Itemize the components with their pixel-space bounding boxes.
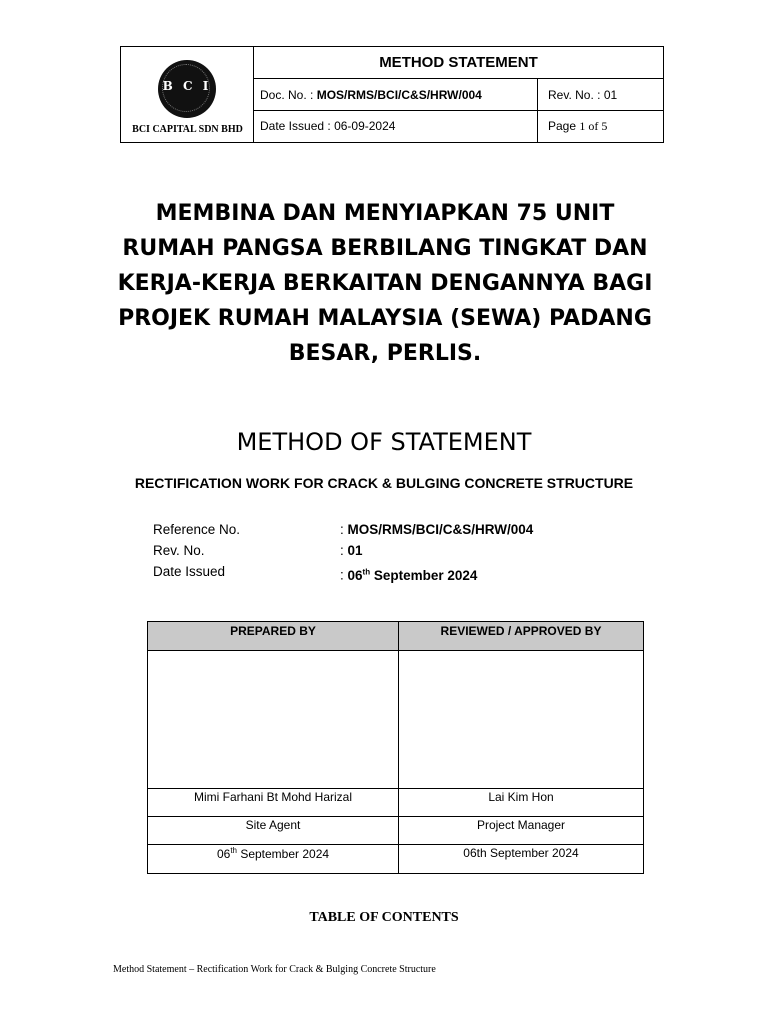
date-rest: September 2024 bbox=[370, 567, 478, 583]
page-value: 1 of 5 bbox=[579, 119, 608, 133]
rev-value-wrap: : 01 bbox=[340, 543, 363, 558]
date-label: Date Issued bbox=[153, 564, 226, 579]
date-issued-label: Date Issued : bbox=[260, 119, 331, 133]
prepared-date-suffix: th bbox=[230, 846, 237, 855]
rev-row bbox=[153, 540, 613, 561]
method-of-statement-title: METHOD OF STATEMENT bbox=[236, 428, 532, 456]
prepared-header: PREPARED BY bbox=[148, 622, 398, 651]
signature-table bbox=[147, 621, 644, 874]
document-header-table bbox=[120, 46, 664, 143]
prepared-name: Mimi Farhani Bt Mohd Harizal bbox=[148, 789, 398, 817]
page-footer: Method Statement – Rectification Work for Crack & Bulging Concrete Structure bbox=[113, 964, 436, 975]
reference-value: MOS/RMS/BCI/C&S/HRW/004 bbox=[347, 522, 534, 537]
page-label: Page bbox=[548, 119, 577, 133]
doc-no-label: Doc. No. : bbox=[260, 88, 314, 102]
doc-no-cell bbox=[254, 79, 538, 111]
rev-label: Rev. No. bbox=[153, 543, 205, 558]
company-name: BCI CAPITAL SDN BHD bbox=[132, 124, 243, 135]
prepared-date bbox=[148, 845, 398, 873]
company-logo bbox=[158, 60, 216, 118]
approved-name: Lai Kim Hon bbox=[399, 789, 643, 817]
approved-header: REVIEWED / APPROVED BY bbox=[399, 622, 643, 651]
approved-column bbox=[399, 622, 643, 873]
rev-no-value: 01 bbox=[603, 88, 618, 102]
reference-block bbox=[153, 519, 613, 582]
prepared-role: Site Agent bbox=[148, 817, 398, 845]
prepared-signature-area bbox=[148, 651, 398, 789]
date-value-wrap: : 06th September 2024 bbox=[340, 567, 478, 583]
date-row bbox=[153, 561, 613, 582]
doc-no-value: MOS/RMS/BCI/C&S/HRW/004 bbox=[316, 88, 482, 102]
reference-label: Reference No. bbox=[153, 522, 241, 537]
date-issued-cell bbox=[254, 111, 538, 142]
date-day: 06 bbox=[347, 567, 363, 583]
document-subtitle: RECTIFICATION WORK FOR CRACK & BULGING CONCRETE STRUCTURE bbox=[134, 475, 634, 491]
prepared-column bbox=[148, 622, 399, 873]
rev-no-label: Rev. No. : bbox=[548, 88, 601, 102]
prepared-date-rest: September 2024 bbox=[236, 847, 330, 861]
page-cell bbox=[538, 111, 663, 142]
rev-value: 01 bbox=[347, 543, 363, 558]
header-title: METHOD STATEMENT bbox=[254, 47, 663, 79]
logo-cell bbox=[121, 47, 254, 142]
approved-date: 06th September 2024 bbox=[463, 846, 579, 860]
table-of-contents-title: TABLE OF CONTENTS bbox=[309, 910, 459, 925]
date-suffix: th bbox=[362, 567, 371, 576]
date-issued-value: 06-09-2024 bbox=[334, 119, 396, 133]
approved-role: Project Manager bbox=[399, 817, 643, 845]
rev-no-cell bbox=[538, 79, 663, 111]
reference-row bbox=[153, 519, 613, 540]
logo-text: B C I bbox=[162, 79, 212, 93]
approved-signature-area bbox=[399, 651, 643, 789]
project-title: MEMBINA DAN MENYIAPKAN 75 UNIT RUMAH PANGSA BERBILANG TINGKAT DAN KERJA-KERJA BERKAITAN DENGANNYA BAGI PROJEK RUMAH MALAYSIA (SEWA) PADANG BESAR, PERLIS. bbox=[117, 201, 653, 366]
reference-value-wrap: : MOS/RMS/BCI/C&S/HRW/004 bbox=[340, 522, 534, 537]
prepared-date-day: 06 bbox=[216, 847, 231, 861]
date-value bbox=[348, 568, 478, 583]
